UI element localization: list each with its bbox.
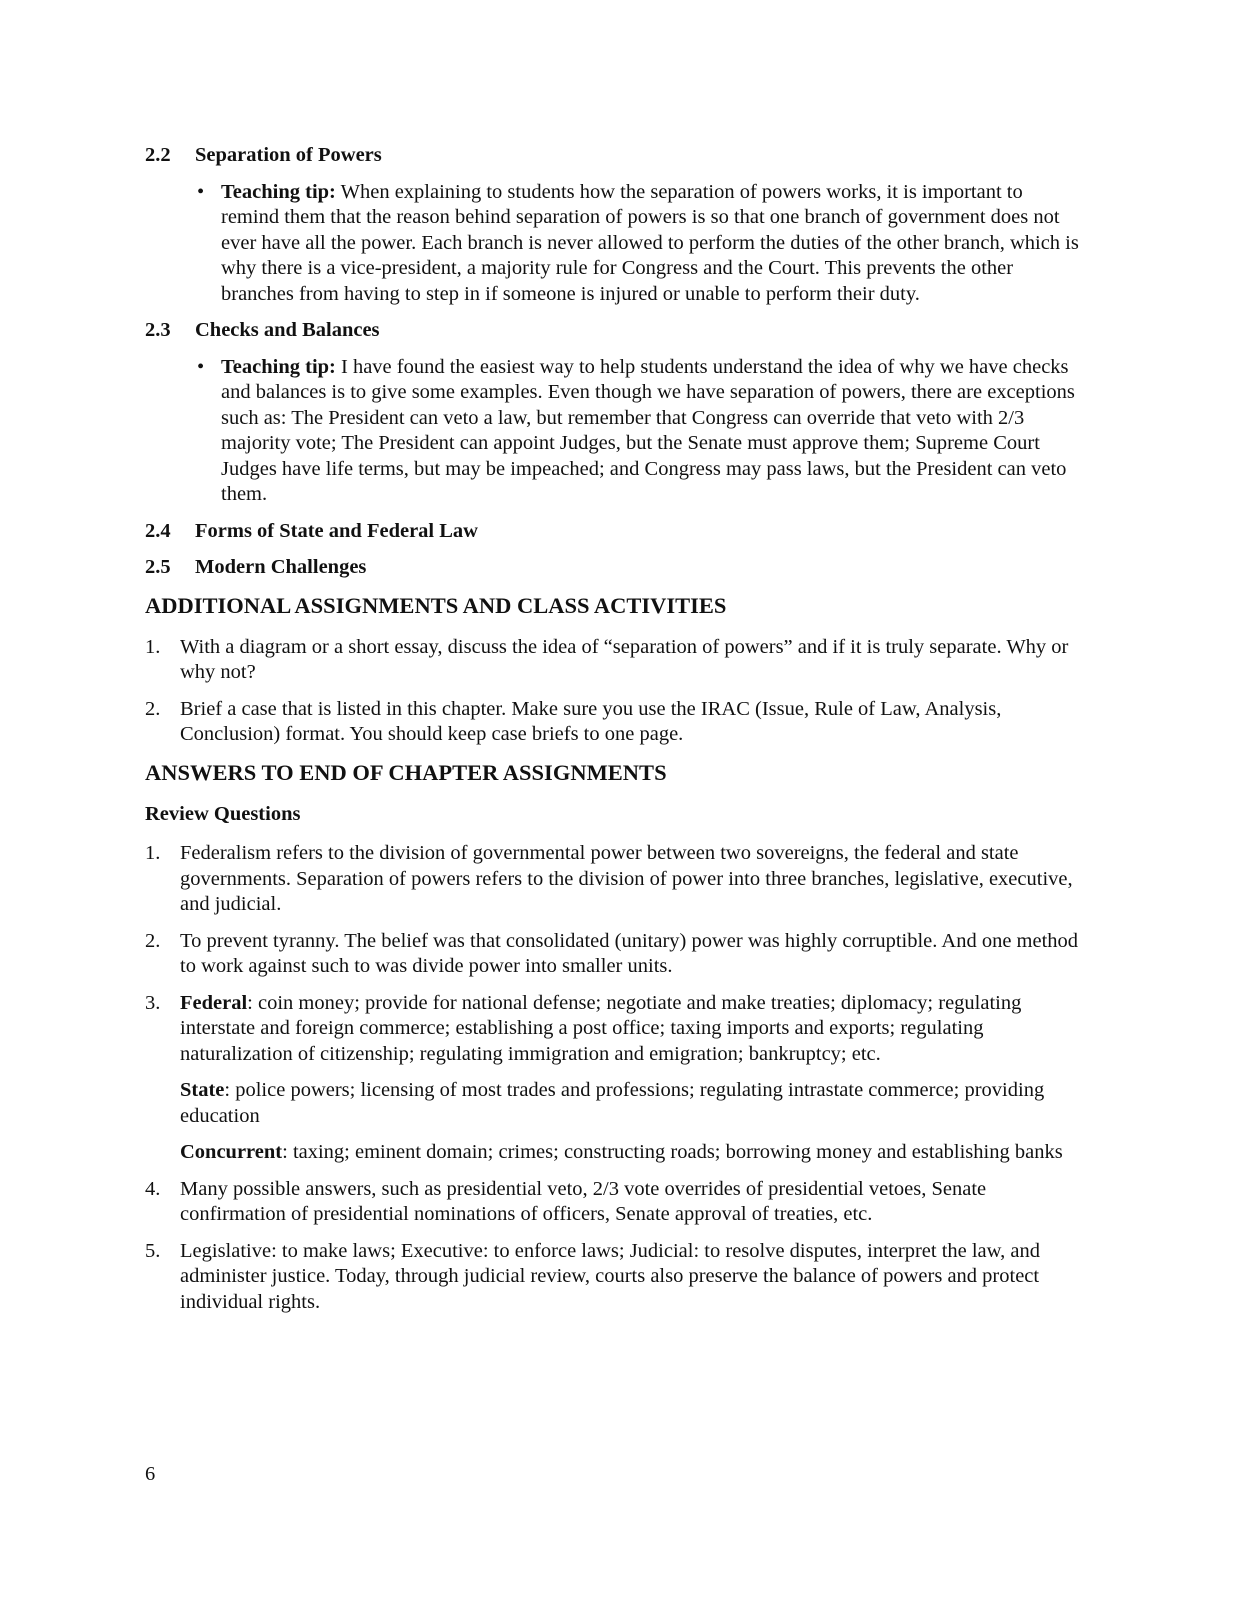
list-item	[145, 991, 1085, 1166]
section-number: 2.5	[145, 556, 171, 578]
federal-text: : coin money; provide for national defense; negotiate and make treaties; diplomacy; regulating interstate and foreign commerce; establishing a post office; taxing imports and exports; regulating naturalization of citizenship; regulating immigration and emigration; bankruptcy; etc.	[180, 991, 1022, 1065]
section-heading-2-3	[145, 318, 1085, 344]
item-text	[180, 991, 1085, 1166]
state-label: State	[180, 1079, 225, 1101]
teaching-tip-separation	[195, 180, 1085, 308]
section-title: Separation of Powers	[195, 144, 382, 166]
item-text: Legislative: to make laws; Executive: to enforce laws; Judicial: to resolve disputes, interpret the law, and administer justice. Today, through judicial review, courts also preserve the balance of powers and protect individual rights.	[180, 1239, 1040, 1313]
section-title: Modern Challenges	[195, 556, 367, 578]
section-title: Forms of State and Federal Law	[195, 519, 478, 542]
item-number: 2.	[145, 697, 161, 720]
item-number: 2.	[145, 929, 161, 952]
concurrent-text: : taxing; eminent domain; crimes; constructing roads; borrowing money and establishing banks	[282, 1141, 1063, 1163]
item-text: To prevent tyranny. The belief was that consolidated (unitary) power was highly corruptible. And one method to work against such to was divide power into smaller units.	[180, 929, 1079, 977]
concurrent-powers	[180, 1140, 1085, 1166]
bullet-icon: •	[197, 180, 205, 203]
teaching-tip-body: I have found the easiest way to help students understand the idea of why we have checks and balances is to give some examples. Even though we have separation of powers, there are exceptions such as: The President can veto a law, but remember that Congress can override that veto with 2/3 majority vote; The President can appoint Judges, but the Senate must approve them; Supreme Court Judges have life terms, but may be impeached; and Congress may pass laws, but the President can veto them.	[221, 355, 1075, 505]
bullet-icon: •	[197, 355, 205, 378]
teaching-tip-checks	[195, 355, 1085, 508]
item-number: 4.	[145, 1177, 161, 1200]
section-number: 2.3	[145, 319, 171, 341]
item-text: Brief a case that is listed in this chapter. Make sure you use the IRAC (Issue, Rule of Law, Analysis, Conclusion) format. You should keep case briefs to one page.	[180, 697, 1002, 745]
list-item	[145, 635, 1085, 686]
teaching-tip-text	[221, 355, 1085, 508]
additional-assignments-heading: ADDITIONAL ASSIGNMENTS AND CLASS ACTIVITIES	[145, 592, 727, 618]
teaching-tip-label: Teaching tip:	[221, 180, 336, 203]
item-number: 5.	[145, 1239, 161, 1262]
list-item	[145, 929, 1085, 980]
section-heading-2-4	[145, 519, 1085, 545]
answers-heading: ANSWERS TO END OF CHAPTER ASSIGNMENTS	[145, 759, 667, 785]
page-number: 6	[145, 1463, 156, 1485]
federal-powers	[180, 991, 1085, 1068]
teaching-tip-body: When explaining to students how the separation of powers works, it is important to remind them that the reason behind separation of powers is so that one branch of government does not ever have all the power. Each branch is never allowed to perform the duties of the other branch, which is why there is a vice-president, a majority rule for Congress and the Court. This prevents the other branches from having to step in if someone is injured or unable to perform their duty.	[221, 180, 1079, 305]
review-questions-heading: Review Questions	[145, 802, 301, 825]
item-text: Federalism refers to the division of governmental power between two sovereigns, the federal and state governments. Separation of powers refers to the division of power into three branches, legislative, executive, and judicial.	[180, 842, 1073, 915]
concurrent-label: Concurrent	[180, 1141, 283, 1163]
page-content	[145, 143, 1085, 1326]
list-item	[145, 1239, 1085, 1316]
section-heading-2-5	[145, 555, 1085, 581]
item-number: 1.	[145, 635, 161, 658]
item-number: 1.	[145, 842, 161, 864]
list-item	[145, 1177, 1085, 1228]
section-title: Checks and Balances	[195, 319, 380, 341]
section-heading-2-2	[145, 143, 1085, 169]
section-number: 2.2	[145, 144, 171, 166]
teaching-tip-text	[221, 180, 1085, 308]
item-number: 3.	[145, 991, 161, 1014]
list-item	[145, 697, 1085, 748]
list-item	[145, 841, 1085, 918]
federal-label: Federal	[180, 991, 248, 1014]
item-text: With a diagram or a short essay, discuss the idea of “separation of powers” and if it is truly separate. Why or why not?	[180, 635, 1069, 683]
state-powers	[180, 1078, 1085, 1129]
state-text: : police powers; licensing of most trades and professions; regulating intrastate commerce; providing education	[180, 1079, 1045, 1127]
section-number: 2.4	[145, 519, 171, 542]
item-text: Many possible answers, such as presidential veto, 2/3 vote overrides of presidential vetoes, Senate confirmation of presidential nominations of officers, Senate approval of treaties, etc.	[180, 1177, 987, 1225]
teaching-tip-label: Teaching tip:	[221, 355, 336, 378]
